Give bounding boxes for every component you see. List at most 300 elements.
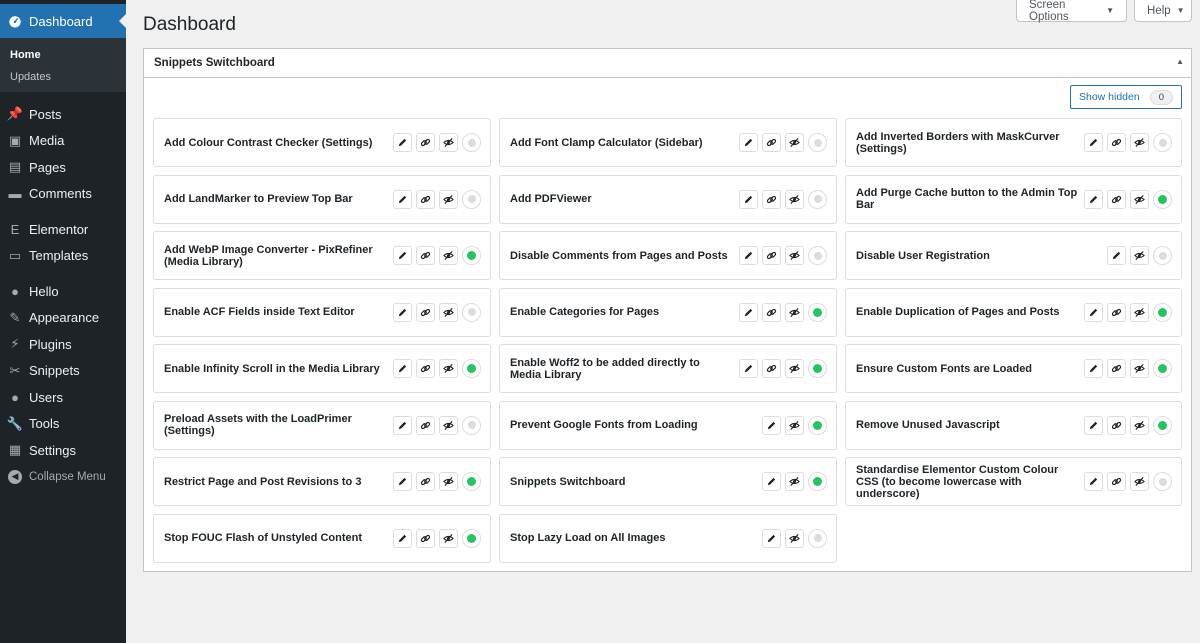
edit-snippet-button[interactable] — [1084, 416, 1103, 435]
status-dot-icon — [1159, 139, 1167, 147]
status-dot-icon — [813, 308, 822, 317]
snippet-actions — [1107, 246, 1172, 265]
hide-snippet-button[interactable] — [1130, 303, 1149, 322]
sidebar-item-label: Dashboard — [29, 13, 93, 29]
snippet-card — [845, 118, 1182, 167]
eye-slash-icon — [443, 363, 454, 374]
snippet-link-button[interactable] — [416, 133, 435, 152]
help-button[interactable] — [1134, 0, 1192, 22]
snippet-toggle-switch[interactable] — [808, 303, 827, 322]
snippet-card — [499, 175, 837, 224]
edit-snippet-button[interactable] — [1084, 303, 1103, 322]
pencil-icon — [1088, 476, 1099, 487]
sidebar-item-label: Plugins — [29, 336, 72, 352]
snippet-link-button[interactable] — [416, 416, 435, 435]
snippet-name: Enable Woff2 to be added directly to Media Library — [510, 356, 700, 381]
sidebar-item-label: Users — [29, 389, 63, 405]
snippet-toggle-switch[interactable] — [1153, 133, 1172, 152]
sidebar-item-comments[interactable] — [0, 181, 126, 208]
snippet-actions — [762, 416, 827, 435]
settings-sliders-icon: ▦ — [8, 442, 22, 458]
snippet-link-button[interactable] — [416, 359, 435, 378]
sidebar-item-label: Settings — [29, 442, 76, 458]
folder-icon: ▭ — [8, 247, 22, 263]
snippet-grid — [153, 118, 1182, 563]
snippet-toggle-switch[interactable] — [462, 246, 481, 265]
eye-slash-icon — [1134, 476, 1145, 487]
link-icon — [1111, 420, 1122, 431]
snippet-link-button[interactable] — [762, 359, 781, 378]
wrench-icon: 🔧 — [6, 415, 24, 431]
pencil-icon — [766, 533, 777, 544]
pencil-icon — [1088, 420, 1099, 431]
edit-snippet-button[interactable] — [393, 190, 412, 209]
pencil-icon — [1088, 307, 1099, 318]
pencil-icon — [397, 137, 408, 148]
status-dot-icon — [814, 252, 822, 260]
link-icon — [420, 476, 431, 487]
caret-down-icon: ▼ — [1176, 6, 1185, 15]
snippet-name: Add Purge Cache button to the Admin Top Bar — [856, 187, 1078, 211]
hide-snippet-button[interactable] — [785, 359, 804, 378]
edit-snippet-button[interactable] — [393, 303, 412, 322]
snippet-name: Enable Infinity Scroll in the Media Library — [164, 362, 380, 375]
link-icon — [420, 137, 431, 148]
snippet-toggle-switch[interactable] — [1153, 190, 1172, 209]
hide-snippet-button[interactable] — [1130, 190, 1149, 209]
snippet-name: Enable ACF Fields inside Text Editor — [164, 306, 355, 318]
snippet-name: Disable Comments from Pages and Posts — [510, 249, 728, 262]
status-dot-icon — [468, 139, 476, 147]
snippet-toggle-switch[interactable] — [462, 529, 481, 548]
status-dot-icon — [468, 421, 476, 429]
snippet-toggle-switch[interactable] — [1153, 246, 1172, 265]
sidebar-item-label: Elementor — [29, 221, 89, 237]
sidebar-item-posts[interactable] — [0, 101, 126, 128]
snippet-actions — [393, 303, 481, 322]
pencil-icon — [1088, 363, 1099, 374]
eye-slash-icon — [1134, 363, 1145, 374]
snippet-actions — [393, 472, 481, 491]
link-icon — [1111, 476, 1122, 487]
snippet-actions — [1084, 416, 1172, 435]
pencil-icon — [743, 363, 754, 374]
sidebar-item-hello[interactable] — [0, 278, 126, 305]
elementor-icon: Ε — [10, 221, 20, 237]
snippet-toggle-switch[interactable] — [808, 190, 827, 209]
snippet-link-button[interactable] — [762, 246, 781, 265]
sidebar-item-label: Posts — [29, 106, 62, 122]
dashboard-submenu — [0, 38, 126, 92]
admin-sidebar — [0, 0, 126, 643]
snippet-card — [499, 457, 837, 506]
snippet-name: Add Colour Contrast Checker (Settings) — [164, 136, 373, 149]
eye-slash-icon — [443, 533, 454, 544]
link-icon — [766, 137, 777, 148]
status-dot-icon — [467, 477, 476, 486]
status-dot-icon — [1159, 252, 1167, 260]
caret-down-icon: ▼ — [1106, 6, 1114, 15]
snippet-card — [153, 288, 491, 337]
sidebar-item-tools[interactable] — [0, 411, 126, 438]
status-dot-icon — [1159, 478, 1167, 486]
hide-snippet-button[interactable] — [785, 416, 804, 435]
status-dot-icon — [813, 364, 822, 373]
pencil-icon — [743, 194, 754, 205]
paintbrush-icon: ✎ — [9, 309, 21, 325]
sidebar-item-templates[interactable] — [0, 243, 126, 270]
eye-slash-icon — [443, 420, 454, 431]
snippet-link-button[interactable] — [416, 246, 435, 265]
collapse-menu-label: Collapse Menu — [29, 470, 106, 483]
link-icon — [420, 533, 431, 544]
snippet-link-button[interactable] — [1107, 359, 1126, 378]
hide-snippet-button[interactable] — [1130, 416, 1149, 435]
hide-snippet-button[interactable] — [785, 472, 804, 491]
sidebar-item-settings[interactable] — [0, 437, 126, 464]
dashboard-gauge-icon — [8, 14, 22, 28]
hide-snippet-button[interactable] — [439, 133, 458, 152]
pencil-icon — [397, 363, 408, 374]
status-dot-icon — [467, 251, 476, 260]
sidebar-item-media[interactable] — [0, 128, 126, 155]
snippet-link-button[interactable] — [416, 472, 435, 491]
snippet-link-button[interactable] — [1107, 303, 1126, 322]
eye-slash-icon — [1134, 420, 1145, 431]
snippet-toggle-switch[interactable] — [462, 416, 481, 435]
pushpin-icon: 📌 — [6, 106, 24, 122]
snippet-actions — [393, 133, 481, 152]
snippet-toggle-switch[interactable] — [1153, 472, 1172, 491]
status-dot-icon — [1158, 195, 1167, 204]
snippet-toggle-switch[interactable] — [462, 303, 481, 322]
snippet-actions — [762, 472, 827, 491]
snippet-actions — [393, 359, 481, 378]
hide-snippet-button[interactable] — [439, 246, 458, 265]
snippet-link-button[interactable] — [762, 133, 781, 152]
sidebar-item-label: Pages — [29, 159, 66, 175]
snippet-actions — [393, 190, 481, 209]
hide-snippet-button[interactable] — [785, 246, 804, 265]
snippet-toggle-switch[interactable] — [808, 246, 827, 265]
link-icon — [420, 363, 431, 374]
eye-slash-icon — [1134, 250, 1145, 261]
snippet-toggle-switch[interactable] — [1153, 359, 1172, 378]
sidebar-item-dashboard[interactable] — [0, 4, 126, 38]
user-icon: ● — [11, 389, 19, 405]
snippet-link-button[interactable] — [416, 190, 435, 209]
status-dot-icon — [468, 195, 476, 203]
snippet-name: Stop Lazy Load on All Images — [510, 532, 666, 544]
status-dot-icon — [814, 139, 822, 147]
snippet-toggle-switch[interactable] — [462, 190, 481, 209]
hide-snippet-button[interactable] — [1130, 246, 1149, 265]
pencil-icon — [397, 307, 408, 318]
submenu-item-updates[interactable]: Updates — [10, 71, 51, 83]
hide-snippet-button[interactable] — [439, 190, 458, 209]
snippet-toggle-switch[interactable] — [462, 359, 481, 378]
snippet-name: Add Font Clamp Calculator (Sidebar) — [510, 136, 703, 149]
snippet-card — [845, 288, 1182, 337]
snippet-actions — [739, 246, 827, 265]
sidebar-item-elementor[interactable] — [0, 216, 126, 243]
snippet-actions — [1084, 190, 1172, 209]
collapse-arrow-icon: ◀ — [8, 470, 22, 484]
collapse-menu-button[interactable] — [0, 464, 126, 491]
pencil-icon — [766, 476, 777, 487]
eye-slash-icon — [789, 476, 800, 487]
snippet-card — [153, 401, 491, 450]
status-dot-icon — [467, 534, 476, 543]
edit-snippet-button[interactable] — [1107, 246, 1126, 265]
edit-snippet-button[interactable] — [1084, 190, 1103, 209]
status-dot-icon — [1158, 308, 1167, 317]
snippet-actions — [739, 359, 827, 378]
snippet-name: Restrict Page and Post Revisions to 3 — [164, 475, 362, 488]
hidden-count-badge: 0 — [1150, 90, 1173, 105]
snippet-toggle-switch[interactable] — [808, 529, 827, 548]
snippet-actions — [1084, 472, 1172, 491]
status-dot-icon — [467, 364, 476, 373]
pencil-icon — [397, 533, 408, 544]
pencil-icon — [743, 137, 754, 148]
snippet-name: Standardise Elementor Custom Colour CSS (to become lowercase with underscore) — [856, 463, 1059, 500]
snippet-toggle-switch[interactable] — [808, 416, 827, 435]
edit-snippet-button[interactable] — [393, 246, 412, 265]
hide-snippet-button[interactable] — [439, 529, 458, 548]
link-icon — [766, 363, 777, 374]
snippet-card — [153, 231, 491, 280]
snippet-name: Remove Unused Javascript — [856, 419, 1000, 431]
snippet-card — [499, 344, 837, 393]
link-icon — [766, 250, 777, 261]
snippet-toggle-switch[interactable] — [808, 359, 827, 378]
snippet-card — [153, 457, 491, 506]
status-dot-icon — [1158, 421, 1167, 430]
snippet-name: Add Inverted Borders with MaskCurver (Settings) — [856, 130, 1060, 155]
widget-header[interactable] — [144, 49, 1191, 78]
snippets-switchboard-widget — [143, 48, 1192, 572]
eye-slash-icon — [1134, 307, 1145, 318]
snippet-name: Ensure Custom Fonts are Loaded — [856, 362, 1033, 375]
edit-snippet-button[interactable] — [739, 359, 758, 378]
snippet-toggle-switch[interactable] — [1153, 416, 1172, 435]
link-icon — [420, 420, 431, 431]
eye-slash-icon — [789, 137, 800, 148]
eye-slash-icon — [443, 250, 454, 261]
snippet-card — [153, 514, 491, 563]
eye-slash-icon — [789, 250, 800, 261]
sidebar-item-label: Snippets — [29, 363, 80, 379]
snippet-card — [845, 457, 1182, 506]
hide-snippet-button[interactable] — [439, 359, 458, 378]
scissors-icon: ✂ — [9, 362, 21, 378]
snippet-toggle-switch[interactable] — [808, 472, 827, 491]
link-icon — [1111, 363, 1122, 374]
snippet-link-button[interactable] — [1107, 416, 1126, 435]
screen-options-button[interactable] — [1016, 0, 1127, 22]
eye-slash-icon — [789, 533, 800, 544]
snippet-actions — [1084, 303, 1172, 322]
snippet-card — [845, 344, 1182, 393]
edit-snippet-button[interactable] — [393, 472, 412, 491]
snippet-name: Enable Categories for Pages — [510, 306, 660, 318]
eye-slash-icon — [1134, 194, 1145, 205]
edit-snippet-button[interactable] — [739, 190, 758, 209]
hide-snippet-button[interactable] — [785, 303, 804, 322]
snippet-link-button[interactable] — [762, 303, 781, 322]
link-icon — [766, 194, 777, 205]
plug-icon: ⚡ — [10, 336, 20, 352]
snippet-link-button[interactable] — [416, 529, 435, 548]
hide-snippet-button[interactable] — [785, 190, 804, 209]
snippet-toggle-switch[interactable] — [462, 133, 481, 152]
pencil-icon — [1088, 194, 1099, 205]
status-dot-icon — [468, 308, 476, 316]
sidebar-item-label: Appearance — [29, 310, 100, 326]
eye-slash-icon — [789, 363, 800, 374]
snippet-link-button[interactable] — [416, 303, 435, 322]
snippet-card — [153, 344, 491, 393]
link-icon — [1111, 194, 1122, 205]
edit-snippet-button[interactable] — [1084, 133, 1103, 152]
snippet-actions — [393, 529, 481, 548]
show-hidden-button[interactable] — [1070, 85, 1182, 109]
snippet-actions — [739, 190, 827, 209]
link-icon — [420, 250, 431, 261]
hide-snippet-button[interactable] — [1130, 133, 1149, 152]
snippet-actions — [739, 133, 827, 152]
snippet-link-button[interactable] — [1107, 472, 1126, 491]
hide-snippet-button[interactable] — [785, 133, 804, 152]
snippet-card — [499, 514, 837, 563]
link-icon — [1111, 137, 1122, 148]
edit-snippet-button[interactable] — [393, 416, 412, 435]
snippet-link-button[interactable] — [762, 190, 781, 209]
snippet-actions — [1084, 133, 1172, 152]
help-label: Help — [1147, 4, 1171, 17]
pencil-icon — [1088, 137, 1099, 148]
pencil-icon — [766, 420, 777, 431]
snippet-toggle-switch[interactable] — [1153, 303, 1172, 322]
snippet-link-button[interactable] — [1107, 133, 1126, 152]
sidebar-item-appearance[interactable] — [0, 305, 126, 332]
pencil-icon — [397, 476, 408, 487]
edit-snippet-button[interactable] — [762, 416, 781, 435]
hide-snippet-button[interactable] — [785, 529, 804, 548]
eye-slash-icon — [789, 307, 800, 318]
hide-snippet-button[interactable] — [1130, 472, 1149, 491]
sidebar-item-label: Hello — [29, 283, 59, 299]
snippet-card — [499, 401, 837, 450]
eye-slash-icon — [1134, 137, 1145, 148]
status-dot-icon — [814, 195, 822, 203]
snippet-card — [845, 231, 1182, 280]
screen-options-label: Screen Options — [1029, 0, 1069, 23]
snippet-name: Add PDFViewer — [510, 193, 592, 205]
eye-slash-icon — [443, 307, 454, 318]
snippet-name: Add LandMarker to Preview Top Bar — [164, 193, 353, 205]
sidebar-item-snippets[interactable] — [0, 358, 126, 385]
submenu-item-home[interactable]: Home — [10, 49, 41, 61]
snippet-toggle-switch[interactable] — [462, 472, 481, 491]
hide-snippet-button[interactable] — [1130, 359, 1149, 378]
page-title: Dashboard — [143, 14, 236, 35]
edit-snippet-button[interactable] — [393, 133, 412, 152]
snippet-card — [845, 175, 1182, 224]
snippet-card — [153, 118, 491, 167]
sidebar-item-plugins[interactable] — [0, 331, 126, 358]
pencil-icon — [397, 194, 408, 205]
eye-slash-icon — [443, 476, 454, 487]
link-icon — [420, 307, 431, 318]
snippet-name: Prevent Google Fonts from Loading — [510, 419, 698, 431]
sidebar-item-label: Comments — [29, 186, 92, 202]
show-hidden-label: Show hidden — [1078, 91, 1140, 103]
snippet-name: Enable Duplication of Pages and Posts — [856, 306, 1060, 318]
hello-circle-icon: ● — [11, 283, 19, 299]
snippet-card — [845, 401, 1182, 450]
sidebar-item-pages[interactable] — [0, 154, 126, 181]
pencil-icon — [397, 250, 408, 261]
status-dot-icon — [813, 421, 822, 430]
edit-snippet-button[interactable] — [739, 133, 758, 152]
edit-snippet-button[interactable] — [1084, 472, 1103, 491]
status-dot-icon — [813, 477, 822, 486]
snippet-name: Preload Assets with the LoadPrimer (Settings) — [164, 413, 352, 437]
snippet-card — [153, 175, 491, 224]
sidebar-item-users[interactable] — [0, 384, 126, 411]
edit-snippet-button[interactable] — [393, 529, 412, 548]
edit-snippet-button[interactable] — [762, 529, 781, 548]
snippet-actions — [1084, 359, 1172, 378]
collapse-toggle-icon[interactable]: ▲ — [1176, 57, 1184, 66]
edit-snippet-button[interactable] — [1084, 359, 1103, 378]
eye-slash-icon — [789, 420, 800, 431]
pencil-icon — [397, 420, 408, 431]
snippet-name: Snippets Switchboard — [510, 475, 626, 488]
edit-snippet-button[interactable] — [762, 472, 781, 491]
hide-snippet-button[interactable] — [439, 303, 458, 322]
edit-snippet-button[interactable] — [393, 359, 412, 378]
link-icon — [766, 307, 777, 318]
snippet-link-button[interactable] — [1107, 190, 1126, 209]
edit-snippet-button[interactable] — [739, 246, 758, 265]
snippet-card — [499, 231, 837, 280]
edit-snippet-button[interactable] — [739, 303, 758, 322]
snippet-actions — [739, 303, 827, 322]
sidebar-item-label: Templates — [29, 248, 89, 264]
snippet-actions — [762, 529, 827, 548]
eye-slash-icon — [443, 137, 454, 148]
pages-icon: ▤ — [8, 159, 22, 175]
status-dot-icon — [814, 534, 822, 542]
link-icon — [1111, 307, 1122, 318]
hide-snippet-button[interactable] — [439, 416, 458, 435]
comment-bubble-icon: ▬ — [8, 186, 22, 202]
eye-slash-icon — [443, 194, 454, 205]
snippet-actions — [393, 246, 481, 265]
hide-snippet-button[interactable] — [439, 472, 458, 491]
snippet-toggle-switch[interactable] — [808, 133, 827, 152]
sidebar-item-label: Tools — [29, 416, 60, 432]
snippet-card — [499, 288, 837, 337]
snippet-actions — [393, 416, 481, 435]
pencil-icon — [743, 250, 754, 261]
snippet-name: Disable User Registration — [856, 249, 990, 262]
sidebar-item-label: Media — [29, 133, 65, 149]
snippet-card — [499, 118, 837, 167]
